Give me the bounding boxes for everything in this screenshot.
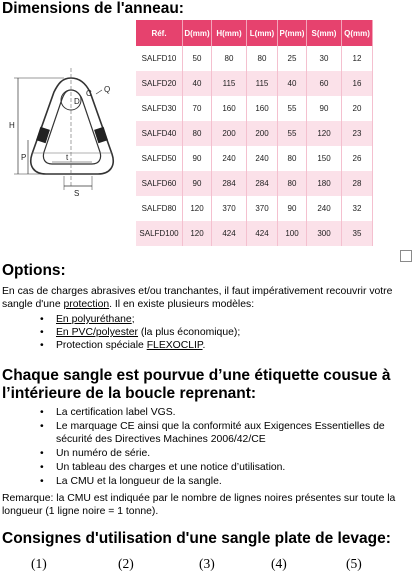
cell-q: 35 [342, 221, 373, 246]
flexoclip-link[interactable]: FLEXOCLIP [146, 340, 203, 351]
cell-ref: SALFD60 [136, 171, 183, 196]
protection-link[interactable]: protection [63, 299, 110, 310]
cell-q: 28 [342, 171, 373, 196]
cell-h: 370 [212, 196, 247, 221]
table-row [136, 196, 373, 221]
table-header-row [136, 20, 373, 46]
cell-p: 40 [278, 71, 307, 96]
cell-l: 370 [247, 196, 278, 221]
cell-s: 90 [307, 96, 342, 121]
cell-d: 70 [183, 96, 212, 121]
table-row [136, 46, 373, 71]
cell-s: 150 [307, 146, 342, 171]
options-heading: Options: [2, 262, 66, 279]
cell-s: 240 [307, 196, 342, 221]
cell-s: 30 [307, 46, 342, 71]
cell-h: 284 [212, 171, 247, 196]
cell-ref: SALFD40 [136, 121, 183, 146]
svg-text:C: C [86, 89, 92, 98]
checkbox[interactable] [400, 250, 412, 262]
col-header-q: Q(mm) [342, 20, 373, 46]
cell-q: 32 [342, 196, 373, 221]
svg-text:P: P [21, 153, 27, 162]
cell-p: 25 [278, 46, 307, 71]
options-text-after: . Il en existe plusieurs modèles: [109, 299, 255, 310]
dimensions-heading: Dimensions de l'anneau: [2, 0, 184, 17]
cell-d: 90 [183, 146, 212, 171]
cell-q: 26 [342, 146, 373, 171]
label-heading-line1: Chaque sangle est pourvue d’une étiquette cousue à [2, 367, 391, 384]
cell-d: 120 [183, 196, 212, 221]
cell-ref: SALFD100 [136, 221, 183, 246]
list-item: • Un tableau des charges et une notice d’utilisation. [0, 461, 418, 474]
cell-h: 200 [212, 121, 247, 146]
cell-d: 120 [183, 221, 212, 246]
cell-d: 40 [183, 71, 212, 96]
svg-text:D: D [74, 97, 80, 106]
list-item: • La CMU et la longueur de la sangle. [0, 475, 418, 488]
figure-numbers [0, 556, 418, 574]
col-header-s: S(mm) [307, 20, 342, 46]
list-item: • Le marquage CE ainsi que la conformité aux Exigences Essentielles de sécurité des Directives Machines 2006/42/CE [0, 420, 418, 446]
list-item-rest: (la plus économique); [138, 327, 241, 338]
svg-text:S: S [74, 189, 80, 198]
label-heading [2, 367, 390, 403]
list-item [0, 339, 240, 352]
cell-p: 55 [278, 96, 307, 121]
svg-text:Q: Q [104, 85, 111, 94]
cell-l: 160 [247, 96, 278, 121]
list-item-pre: Protection spéciale [56, 340, 147, 351]
list-item [0, 326, 240, 339]
col-header-l: L(mm) [247, 20, 278, 46]
cell-s: 120 [307, 121, 342, 146]
consignes-heading: Consignes d'utilisation d'une sangle plate de levage: [2, 530, 391, 547]
cell-ref: SALFD10 [136, 46, 183, 71]
list-item: • La certification label VGS. [0, 406, 418, 419]
cell-p: 55 [278, 121, 307, 146]
table-row [136, 221, 373, 246]
cell-q: 12 [342, 46, 373, 71]
cell-l: 200 [247, 121, 278, 146]
options-paragraph [2, 285, 416, 311]
svg-text:t: t [66, 153, 69, 162]
figure-number-1: (1) [31, 556, 47, 571]
cell-p: 80 [278, 171, 307, 196]
cell-p: 100 [278, 221, 307, 246]
dimensions-table [136, 20, 373, 246]
col-header-ref: Réf. [136, 20, 183, 46]
table-row [136, 171, 373, 196]
cell-l: 80 [247, 46, 278, 71]
cell-ref: SALFD50 [136, 146, 183, 171]
cell-q: 23 [342, 121, 373, 146]
table-row [136, 146, 373, 171]
cell-l: 240 [247, 146, 278, 171]
figure-number-3: (3) [199, 556, 215, 571]
svg-text:H: H [9, 121, 15, 130]
remark-paragraph: Remarque: la CMU est indiquée par le nombre de lignes noires présentes sur toute la longueur (1 ligne noire = 1 tonne). [2, 493, 396, 517]
cell-s: 180 [307, 171, 342, 196]
cell-q: 20 [342, 96, 373, 121]
col-header-d: D(mm) [183, 20, 212, 46]
figure-number-4: (4) [271, 556, 287, 571]
cell-h: 424 [212, 221, 247, 246]
cell-p: 90 [278, 196, 307, 221]
polyurethane-link[interactable]: En polyuréthane [56, 314, 132, 325]
cell-p: 80 [278, 146, 307, 171]
list-item: • Un numéro de série. [0, 447, 418, 460]
table-row [136, 121, 373, 146]
cell-s: 300 [307, 221, 342, 246]
cell-h: 160 [212, 96, 247, 121]
cell-d: 80 [183, 121, 212, 146]
options-text-before: En cas de charges abrasives et/ou tranchantes, il faut impérativement recouvrir votre sangle d'une [2, 286, 393, 310]
cell-s: 60 [307, 71, 342, 96]
col-header-h: H(mm) [212, 20, 247, 46]
figure-number-5: (5) [346, 556, 362, 571]
cell-q: 16 [342, 71, 373, 96]
figure-number-2: (2) [118, 556, 134, 571]
ring-diagram [4, 64, 134, 198]
list-item [0, 313, 240, 326]
cell-l: 115 [247, 71, 278, 96]
cell-h: 80 [212, 46, 247, 71]
ring-diagram-svg [4, 64, 134, 198]
table-row [136, 71, 373, 96]
cell-l: 424 [247, 221, 278, 246]
cell-ref: SALFD80 [136, 196, 183, 221]
list-item-rest: . [202, 340, 206, 351]
cell-h: 240 [212, 146, 247, 171]
cell-ref: SALFD20 [136, 71, 183, 96]
cell-d: 50 [183, 46, 212, 71]
cell-ref: SALFD30 [136, 96, 183, 121]
pvc-polyester-link[interactable]: En PVC/polyester [56, 327, 139, 338]
cell-l: 284 [247, 171, 278, 196]
cell-d: 90 [183, 171, 212, 196]
options-list [0, 313, 240, 352]
label-list [0, 406, 418, 489]
cell-h: 115 [212, 71, 247, 96]
table-row [136, 96, 373, 121]
list-item-rest: ; [131, 314, 135, 325]
label-heading-line2: l’intérieure de la boucle reprenant: [2, 385, 257, 402]
col-header-p: P(mm) [278, 20, 307, 46]
